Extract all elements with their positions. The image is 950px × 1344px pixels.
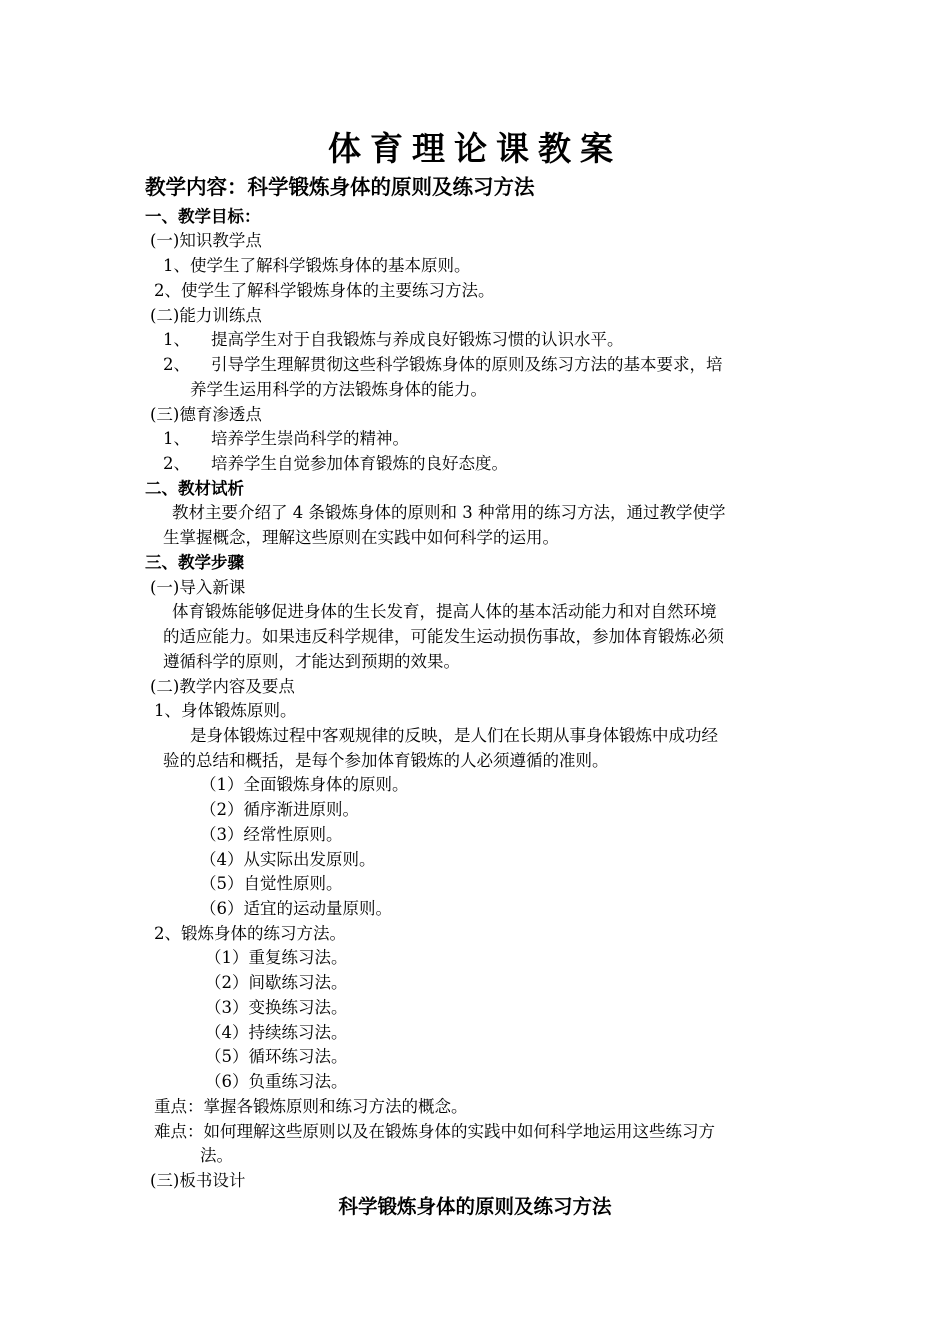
- difficult-point-continuation: 法。: [200, 1146, 233, 1165]
- subsection-content: (二)教学内容及要点: [150, 677, 295, 696]
- paragraph-line: 是身体锻炼过程中客观规律的反映，是人们在长期从事身体锻炼中成功经: [190, 726, 718, 745]
- principle-item: （4）从实际出发原则。: [200, 850, 376, 869]
- paragraph-line: 遵循科学的原则，才能达到预期的效果。: [163, 652, 460, 671]
- list-item: 提高学生对于自我锻炼与养成良好锻炼习惯的认识水平。: [211, 330, 624, 349]
- list-item: 培养学生崇尚科学的精神。: [211, 429, 409, 448]
- method-item: （6）负重练习法。: [205, 1072, 348, 1091]
- principle-item: （3）经常性原则。: [200, 825, 343, 844]
- method-item: （3）变换练习法。: [205, 998, 348, 1017]
- principle-item: （5）自觉性原则。: [200, 874, 343, 893]
- teaching-content-heading: 教学内容：科学锻炼身体的原则及练习方法: [145, 175, 535, 199]
- principle-item: （6）适宜的运动量原则。: [200, 899, 392, 918]
- subsection-ability: (二)能力训练点: [150, 306, 262, 325]
- paragraph-line: 的适应能力。如果违反科学规律，可能发生运动损伤事故，参加体育锻炼必须: [163, 627, 724, 646]
- principle-item: （1）全面锻炼身体的原则。: [200, 775, 409, 794]
- list-item: 1、使学生了解科学锻炼身体的基本原则。: [163, 256, 471, 275]
- subsection-moral: (三)德育渗透点: [150, 405, 262, 424]
- section-heading-objectives: 一、教学目标：: [145, 207, 261, 226]
- list-item-number: 2、: [163, 355, 190, 374]
- method-item: （2）间歇练习法。: [205, 973, 348, 992]
- subsection-board-design: (三)板书设计: [150, 1171, 246, 1190]
- section-heading-steps: 三、教学步骤: [145, 553, 244, 572]
- list-item: 2、使学生了解科学锻炼身体的主要练习方法。: [154, 281, 495, 300]
- board-design-title: 科学锻炼身体的原则及练习方法: [338, 1195, 612, 1218]
- list-item: 1、身体锻炼原则。: [154, 701, 297, 720]
- list-item-continuation: 养学生运用科学的方法锻炼身体的能力。: [190, 380, 487, 399]
- section-heading-materials: 二、教材试析: [145, 479, 244, 498]
- list-item: 引导学生理解贯彻这些科学锻炼身体的原则及练习方法的基本要求，培: [211, 355, 723, 374]
- key-point: 重点：掌握各锻炼原则和练习方法的概念。: [154, 1097, 468, 1116]
- method-item: （4）持续练习法。: [205, 1023, 348, 1042]
- paragraph-line: 体育锻炼能够促进身体的生长发育，提高人体的基本活动能力和对自然环境: [172, 602, 717, 621]
- paragraph-line: 生掌握概念，理解这些原则在实践中如何科学的运用。: [163, 528, 559, 547]
- subsection-intro: (一)导入新课: [150, 578, 246, 597]
- method-item: （1）重复练习法。: [205, 948, 348, 967]
- method-item: （5）循环练习法。: [205, 1047, 348, 1066]
- paragraph-line: 验的总结和概括，是每个参加体育锻炼的人必须遵循的准则。: [163, 751, 609, 770]
- difficult-point: 难点：如何理解这些原则以及在锻炼身体的实践中如何科学地运用这些练习方: [154, 1122, 715, 1141]
- list-item-number: 2、: [163, 454, 190, 473]
- list-item-number: 1、: [163, 429, 190, 448]
- document-title: 体育理论课教案: [328, 129, 622, 168]
- list-item: 2、锻炼身体的练习方法。: [154, 924, 346, 943]
- subsection-knowledge: (一)知识教学点: [150, 231, 262, 250]
- principle-item: （2）循序渐进原则。: [200, 800, 359, 819]
- list-item-number: 1、: [163, 330, 190, 349]
- list-item: 培养学生自觉参加体育锻炼的良好态度。: [211, 454, 508, 473]
- paragraph-line: 教材主要介绍了 4 条锻炼身体的原则和 3 种常用的练习方法，通过教学使学: [172, 503, 726, 522]
